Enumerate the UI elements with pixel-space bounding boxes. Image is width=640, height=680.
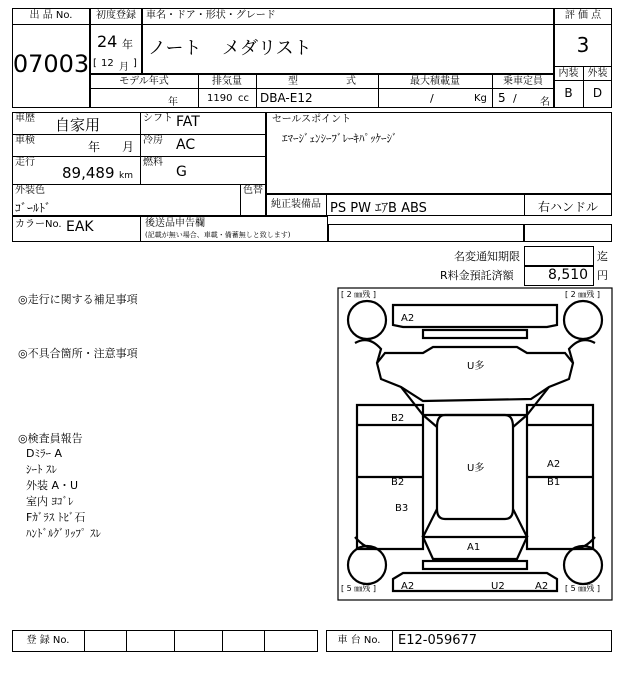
aircon-label: 冷房 [143, 135, 163, 146]
blank-field-b [524, 224, 612, 242]
handle-value: 右ハンドル [537, 200, 598, 214]
aftermarket-label: 後送品申告欄 [145, 218, 205, 229]
model-year-unit: 年 [168, 97, 178, 108]
model-year-label: モデル年式 [119, 76, 169, 87]
mark-left-rear-door: B2 [391, 477, 405, 488]
mark-rear-bumper-center: U2 [491, 581, 505, 592]
fuel-value: G [176, 164, 187, 180]
max-load-unit: Kg [474, 93, 487, 104]
inspector-item: Fｶﾞﾗｽ ﾄﾋﾞ石 [26, 511, 86, 524]
inspector-item: ﾊﾝﾄﾞﾙｸﾞﾘｯﾌﾟ ｽﾚ [26, 527, 101, 540]
sales-point-label: セールスポイント [272, 114, 352, 125]
mileage-value: 89,489 [62, 164, 115, 182]
max-load-label: 最大積載量 [410, 76, 460, 87]
tire-tread-front-left: [ 2 ㎜残 ] [341, 290, 376, 299]
recycle-label: R料金預託済額 [440, 269, 514, 282]
displacement-unit: cc [238, 93, 249, 104]
inspector-item: ｼｰﾄ ｽﾚ [26, 463, 57, 476]
mark-right-rear-door-2: B1 [547, 477, 561, 488]
capacity-unit: 名 [540, 97, 550, 108]
car-damage-diagram [337, 287, 613, 601]
displacement-value: 1190 [207, 93, 233, 104]
tire-tread-front-right: [ 2 ㎜残 ] [565, 290, 600, 299]
mark-rear-bumper-right: A2 [535, 581, 549, 592]
name-change-value-box [524, 246, 594, 266]
registration-month-close: ] [133, 58, 137, 69]
mark-trunk: A1 [467, 542, 481, 553]
blank-field-a [328, 224, 524, 242]
recycle-unit: 円 [597, 269, 608, 282]
name-change-unit: 迄 [597, 250, 608, 263]
lot-number-label: 出 品 No. [29, 10, 73, 21]
color-value: ｺﾞｰﾙﾄﾞ [15, 201, 52, 215]
chassis-number-value: E12-059677 [398, 633, 478, 648]
inspector-item: 室内 ﾖｺﾞﾚ [26, 495, 74, 508]
registration-year: 24 [97, 32, 118, 51]
interior-label: 内装 [558, 68, 579, 79]
lot-number: 07003 [12, 50, 90, 78]
registration-year-unit: 年 [122, 38, 133, 51]
color-number-label: カラーNo. [15, 219, 62, 230]
fuel-label: 燃料 [143, 157, 163, 168]
capacity-slash: / [513, 92, 517, 105]
max-load-slash: / [430, 92, 434, 105]
equipment-value: PS PW ｴｱB ABS [330, 201, 427, 216]
car-name: ノート [148, 38, 202, 59]
driving-notes-title: ◎走行に関する補足事項 [18, 293, 138, 306]
score-label: 評 価 点 [564, 10, 602, 21]
exterior-label: 外装 [587, 68, 608, 79]
car-grade: メダリスト [222, 38, 312, 59]
recycle-value: 8,510 [548, 267, 589, 283]
model-code: DBA-E12 [260, 91, 313, 105]
mileage-unit: km [119, 171, 133, 181]
history-value: 自家用 [55, 116, 101, 134]
aftermarket-note: (記載が無い場合、車載・備蓄無しと致します) [145, 231, 291, 239]
inspection-month: 月 [122, 140, 135, 154]
color-label: 外装色 [15, 185, 45, 196]
color-number-value: EAK [66, 219, 94, 235]
registration-month-open: [ [93, 58, 97, 69]
inspection-label: 車検 [15, 135, 35, 146]
registration-month: 12 [101, 58, 114, 69]
inspector-report-list [26, 446, 101, 542]
model-label-1: 型 [288, 76, 298, 87]
score-value: 3 [576, 33, 590, 57]
first-registration-label: 初度登録 [96, 10, 136, 21]
name-change-label: 名変通知期限 [454, 250, 520, 263]
mark-left-rear-fender: B3 [395, 503, 409, 514]
equipment-label: 純正装備品 [271, 199, 321, 210]
displacement-label: 排気量 [212, 76, 242, 87]
sales-point-value: ｴﾏｰｼﾞｪﾝｼｰﾌﾞﾚｰｷﾊﾟｯｹｰｼﾞ [282, 132, 398, 145]
exterior-grade: D [592, 86, 603, 100]
shift-value: FAT [176, 114, 200, 130]
tire-tread-rear-right: [ 5 ㎜残 ] [565, 584, 600, 593]
mileage-label: 走行 [15, 157, 35, 168]
chassis-number-label: 車 台 No. [337, 635, 381, 646]
mark-right-rear-door: A2 [547, 459, 561, 470]
interior-grade: B [564, 86, 573, 100]
shift-label: シフト [143, 113, 173, 124]
tire-tread-rear-left: [ 5 ㎜残 ] [341, 584, 376, 593]
defects-notes-title: ◎不具合箇所・注意事項 [18, 347, 138, 360]
capacity-value: 5 [498, 91, 506, 105]
aircon-value: AC [176, 137, 196, 153]
model-label-2: 式 [346, 76, 356, 87]
inspection-year: 年 [88, 140, 101, 154]
registration-month-unit: 月 [119, 62, 129, 73]
mark-rear-bumper-left: A2 [401, 581, 415, 592]
mark-roof: U多 [467, 463, 485, 474]
mark-hood: U多 [467, 361, 485, 372]
registration-number-label: 登 録 No. [26, 635, 70, 646]
inspector-item: 外装 A・U [26, 479, 79, 492]
capacity-label: 乗車定員 [503, 76, 543, 87]
inspector-report-title: ◎検査員報告 [18, 432, 83, 445]
inspector-item: Dﾐﾗｰ A [26, 447, 62, 460]
color-change-label: 色替 [243, 185, 263, 196]
mark-left-front-door: B2 [391, 413, 405, 424]
history-label: 車歴 [15, 113, 35, 124]
mark-front-bumper: A2 [401, 313, 415, 324]
vehicle-name-label: 車名・ドア・形状・グレード [146, 10, 276, 21]
